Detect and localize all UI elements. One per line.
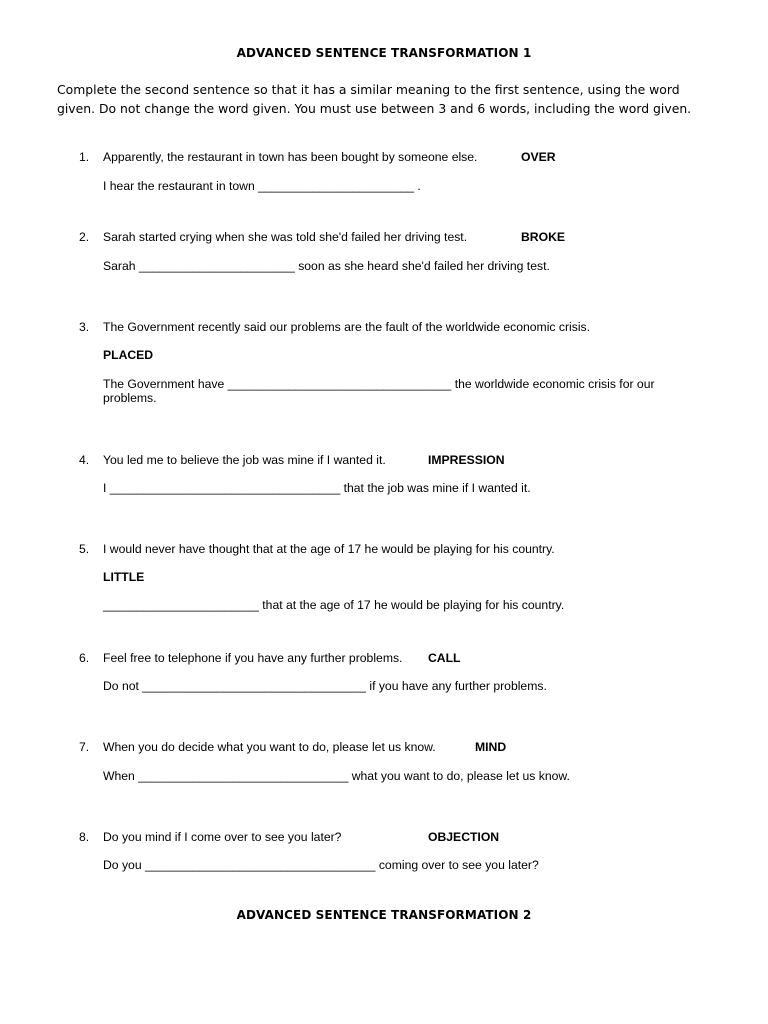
question-number: 2. [79,230,90,244]
worksheet-title-1: ADVANCED SENTENCE TRANSFORMATION 1 [236,46,532,60]
answer-sentence[interactable]: I hear the restaurant in town _______________________ . [103,179,421,193]
answer-sentence[interactable]: I __________________________________ that the job was mine if I wanted it. [103,481,531,495]
keyword: MIND [475,740,507,754]
question-sentence: When you do decide what you want to do, please let us know. [103,740,436,754]
question-number: 6. [79,651,90,665]
question-sentence: Apparently, the restaurant in town has been bought by someone else. [103,150,478,164]
answer-sentence[interactable]: The Government have _________________________________ the worldwide economic crisis for our problems. [103,377,655,405]
keyword: OBJECTION [428,830,500,844]
keyword: CALL [428,651,461,665]
question-number: 8. [79,830,90,844]
question-sentence: I would never have thought that at the age of 17 he would be playing for his country. [103,542,555,556]
question-sentence: You led me to believe the job was mine if I wanted it. [103,453,386,467]
question-number: 3. [79,320,90,334]
question-number: 4. [79,453,90,467]
question-sentence: Sarah started crying when she was told she'd failed her driving test. [103,230,468,244]
keyword: OVER [521,150,556,164]
keyword: IMPRESSION [428,453,505,467]
keyword: PLACED [103,348,154,362]
question-sentence: Feel free to telephone if you have any further problems. [103,651,403,665]
question-number: 7. [79,740,90,754]
answer-sentence[interactable]: When _______________________________ what you want to do, please let us know. [103,769,570,783]
instructions: Complete the second sentence so that it has a similar meaning to the first sentence, using the word given. Do not change the word given. You must use between 3 and 6 words, including the word given. [57,82,692,116]
question-number: 5. [79,542,90,556]
question-sentence: The Government recently said our problems are the fault of the worldwide economic crisis. [103,320,591,334]
answer-sentence[interactable]: Sarah _______________________ soon as she heard she'd failed her driving test. [103,259,550,273]
question-sentence: Do you mind if I come over to see you later? [103,830,342,844]
answer-sentence[interactable]: _______________________ that at the age of 17 he would be playing for his country. [103,598,565,612]
question-number: 1. [79,150,90,164]
keyword: LITTLE [103,570,145,584]
keyword: BROKE [521,230,566,244]
answer-sentence[interactable]: Do not _________________________________ if you have any further problems. [103,679,547,693]
worksheet-title-2: ADVANCED SENTENCE TRANSFORMATION 2 [236,908,532,922]
answer-sentence[interactable]: Do you __________________________________ coming over to see you later? [103,858,539,872]
